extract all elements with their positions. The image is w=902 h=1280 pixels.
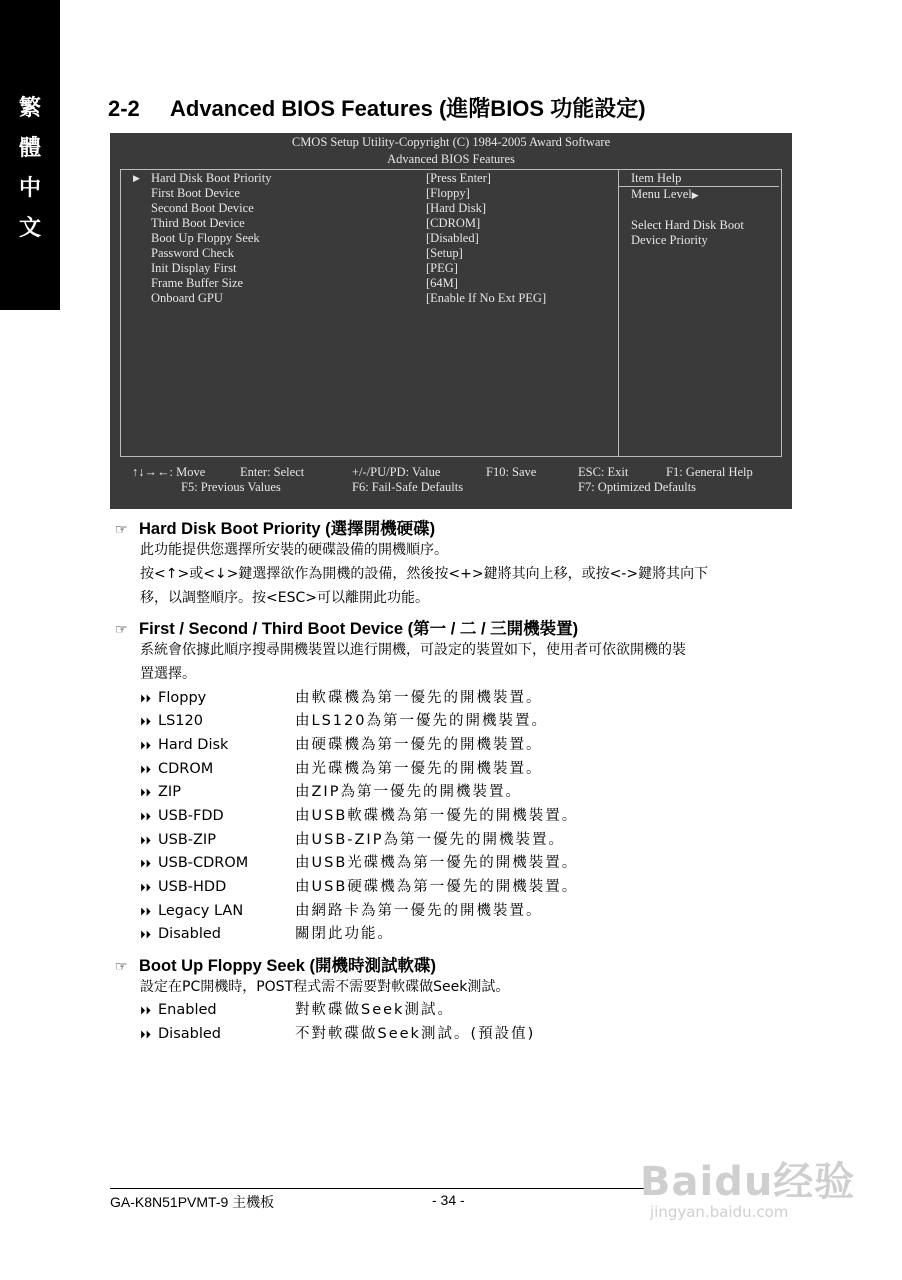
bios-item-value: [Hard Disk] (426, 201, 487, 215)
boot-option (140, 780, 800, 804)
boot-option (140, 922, 800, 946)
bios-item-label: Onboard GPU (151, 291, 223, 305)
double-arrow-icon: ⏵⏵ (140, 905, 151, 918)
option-desc: 由軟碟機為第一優先的開機裝置。 (295, 690, 543, 706)
boot-device-title: First / Second / Third Boot Device (第一 / 二 / 三開機裝置) (139, 620, 579, 638)
bios-item-label: Password Check (151, 246, 234, 260)
boot-device-heading (115, 615, 578, 639)
side-tab-char: 中 (18, 175, 41, 201)
option-desc: 由光碟機為第一優先的開機裝置。 (295, 761, 543, 777)
key-f10: F10: Save (486, 465, 537, 479)
bios-item-value: [PEG] (426, 261, 458, 275)
section-number: 2-2 (108, 96, 140, 121)
pointing-hand-icon: ☞ (115, 521, 128, 537)
boot-option (140, 733, 800, 757)
bios-item-label: Frame Buffer Size (151, 276, 244, 290)
item-help-panel (631, 171, 779, 248)
boot-option (140, 804, 800, 828)
pointing-hand-icon: ☞ (115, 958, 128, 974)
bios-title-2: Advanced BIOS Features (387, 152, 515, 166)
key-value: +/-/PU/PD: Value (352, 465, 441, 479)
key-enter: Enter: Select (240, 465, 305, 479)
option-desc: 關閉此功能。 (295, 926, 394, 942)
paragraph-line: 移，以調整順序。按<ESC>可以離開此功能。 (140, 590, 429, 606)
watermark-url: jingyan.baidu.com (650, 1203, 789, 1221)
floppy-seek-heading (115, 952, 436, 976)
paragraph-line: 此功能提供您選擇所安裝的硬碟設備的開機順序。 (140, 542, 448, 558)
key-f7: F7: Optimized Defaults (578, 480, 697, 494)
boot-option (140, 875, 800, 899)
bios-screenshot (110, 133, 792, 509)
bios-item-label: Hard Disk Boot Priority (151, 171, 272, 185)
option-desc: 由USB軟碟機為第一優先的開機裝置。 (295, 808, 579, 824)
option-name: Enabled (158, 1002, 217, 1018)
bios-menu-item[interactable] (121, 171, 618, 186)
floppy-seek-description: 設定在PC開機時，POST程式需不需要對軟碟做Seek測試。 (140, 979, 510, 995)
bios-menu-list (121, 171, 618, 306)
option-desc: 由硬碟機為第一優先的開機裝置。 (295, 737, 543, 753)
bios-item-label: Boot Up Floppy Seek (151, 231, 260, 245)
key-f6: F6: Fail-Safe Defaults (352, 480, 464, 494)
option-name: Floppy (158, 690, 207, 706)
bios-menu-item[interactable] (121, 186, 618, 201)
double-arrow-icon: ⏵⏵ (140, 715, 151, 728)
double-arrow-icon: ⏵⏵ (140, 692, 151, 705)
side-tab-char: 體 (18, 135, 41, 161)
language-side-tab (0, 0, 60, 310)
page-title (108, 92, 646, 123)
section-title: Advanced BIOS Features (進階BIOS 功能設定) (170, 96, 646, 121)
footer-page-number: - 34 - (432, 1192, 465, 1208)
key-move: ↑↓→←: Move (132, 465, 206, 479)
option-desc: 對軟碟做Seek測試。 (295, 1002, 454, 1018)
bios-item-value: [Disabled] (426, 231, 479, 245)
bios-menu-item[interactable] (121, 291, 618, 306)
paragraph-line: 置選擇。 (140, 666, 196, 682)
floppy-option (140, 998, 800, 1022)
boot-device-description (140, 638, 800, 686)
option-name: USB-HDD (158, 879, 227, 895)
bios-item-value: [CDROM] (426, 216, 481, 230)
boot-option (140, 828, 800, 852)
menu-level-label: Menu Level (631, 187, 692, 201)
floppy-seek-title: Boot Up Floppy Seek (開機時測試軟碟) (139, 957, 436, 975)
footer-rule (110, 1188, 650, 1189)
option-name: CDROM (158, 761, 214, 777)
bios-key-legend (110, 465, 792, 501)
bios-item-label: Third Boot Device (151, 216, 245, 230)
option-desc: 由USB光碟機為第一優先的開機裝置。 (295, 855, 579, 871)
option-name: ZIP (158, 784, 181, 800)
option-name: USB-FDD (158, 808, 224, 824)
side-tab-char: 繁 (18, 95, 41, 121)
watermark-brand: Baidu经验 (640, 1159, 856, 1205)
bios-item-value: [Press Enter] (426, 171, 491, 185)
option-name: Legacy LAN (158, 903, 244, 919)
option-name: Hard Disk (158, 737, 229, 753)
bios-item-label: First Boot Device (151, 186, 240, 200)
bios-menu-item[interactable] (121, 216, 618, 231)
option-desc: 由網路卡為第一優先的開機裝置。 (295, 903, 543, 919)
help-line: Select Hard Disk Boot (631, 218, 744, 232)
boot-option (140, 757, 800, 781)
bios-item-value: [64M] (426, 276, 458, 290)
side-tab-char: 文 (18, 215, 41, 241)
bios-menu-item[interactable] (121, 246, 618, 261)
bios-title-1: CMOS Setup Utility-Copyright (C) 1984-2005 Award Software (291, 135, 611, 149)
option-desc: 不對軟碟做Seek測試。(預設值) (295, 1026, 536, 1042)
double-arrow-icon: ⏵⏵ (140, 928, 151, 941)
bios-menu-item[interactable] (121, 201, 618, 216)
bios-item-label: Init Display First (151, 261, 237, 275)
boot-option (140, 709, 800, 733)
item-help-title: Item Help (631, 171, 682, 185)
boot-option (140, 851, 800, 875)
key-f1: F1: General Help (666, 465, 753, 479)
bios-item-value: [Setup] (426, 246, 463, 260)
bios-menu-frame (120, 169, 782, 457)
double-arrow-icon: ⏵⏵ (140, 810, 151, 823)
option-name: USB-CDROM (158, 855, 249, 871)
bios-item-value: [Enable If No Ext PEG] (426, 291, 547, 305)
option-desc: 由LS120為第一優先的開機裝置。 (295, 713, 548, 729)
key-esc: ESC: Exit (578, 465, 629, 479)
bios-item-label: Second Boot Device (151, 201, 254, 215)
paragraph-line: 系統會依據此順序搜尋開機裝置以進行開機，可設定的裝置如下，使用者可依欲開機的裝 (140, 642, 686, 658)
menu-level-arrow-icon: ▶ (691, 190, 699, 200)
help-spacer (631, 203, 779, 218)
bios-divider (618, 170, 619, 456)
boot-option (140, 686, 800, 710)
help-line: Device Priority (631, 233, 708, 247)
double-arrow-icon: ⏵⏵ (140, 881, 151, 894)
hdd-priority-description (140, 538, 800, 610)
bios-menu-item[interactable] (121, 276, 618, 291)
option-desc: 由ZIP為第一優先的開機裝置。 (295, 784, 522, 800)
bios-menu-item[interactable] (121, 261, 618, 276)
option-desc: 由USB硬碟機為第一優先的開機裝置。 (295, 879, 579, 895)
bios-menu-item[interactable] (121, 231, 618, 246)
double-arrow-icon: ⏵⏵ (140, 739, 151, 752)
paragraph-line: 按<↑>或<↓>鍵選擇欲作為開機的設備，然後按<+>鍵將其向上移，或按<->鍵將其向下 (140, 566, 709, 582)
key-f5: F5: Previous Values (181, 480, 281, 494)
option-name: USB-ZIP (158, 832, 216, 848)
boot-option (140, 899, 800, 923)
option-name: Disabled (158, 1026, 221, 1042)
option-name: Disabled (158, 926, 221, 942)
footer-model: GA-K8N51PVMT-9 主機板 (110, 1194, 275, 1210)
double-arrow-icon: ⏵⏵ (140, 763, 151, 776)
double-arrow-icon: ⏵⏵ (140, 857, 151, 870)
pointing-hand-icon: ☞ (115, 621, 128, 637)
menu-level (631, 187, 779, 203)
double-arrow-icon: ⏵⏵ (140, 1028, 151, 1041)
option-desc: 由USB-ZIP為第一優先的開機裝置。 (295, 832, 565, 848)
double-arrow-icon: ⏵⏵ (140, 834, 151, 847)
watermark (640, 1150, 855, 1221)
double-arrow-icon: ⏵⏵ (140, 1004, 151, 1017)
submenu-arrow-icon: ▶ (133, 173, 140, 183)
option-name: LS120 (158, 713, 203, 729)
floppy-option (140, 1022, 800, 1046)
bios-item-value: [Floppy] (426, 186, 470, 200)
hdd-priority-title: Hard Disk Boot Priority (選擇開機硬碟) (139, 520, 436, 538)
double-arrow-icon: ⏵⏵ (140, 786, 151, 799)
hdd-priority-heading (115, 515, 435, 539)
